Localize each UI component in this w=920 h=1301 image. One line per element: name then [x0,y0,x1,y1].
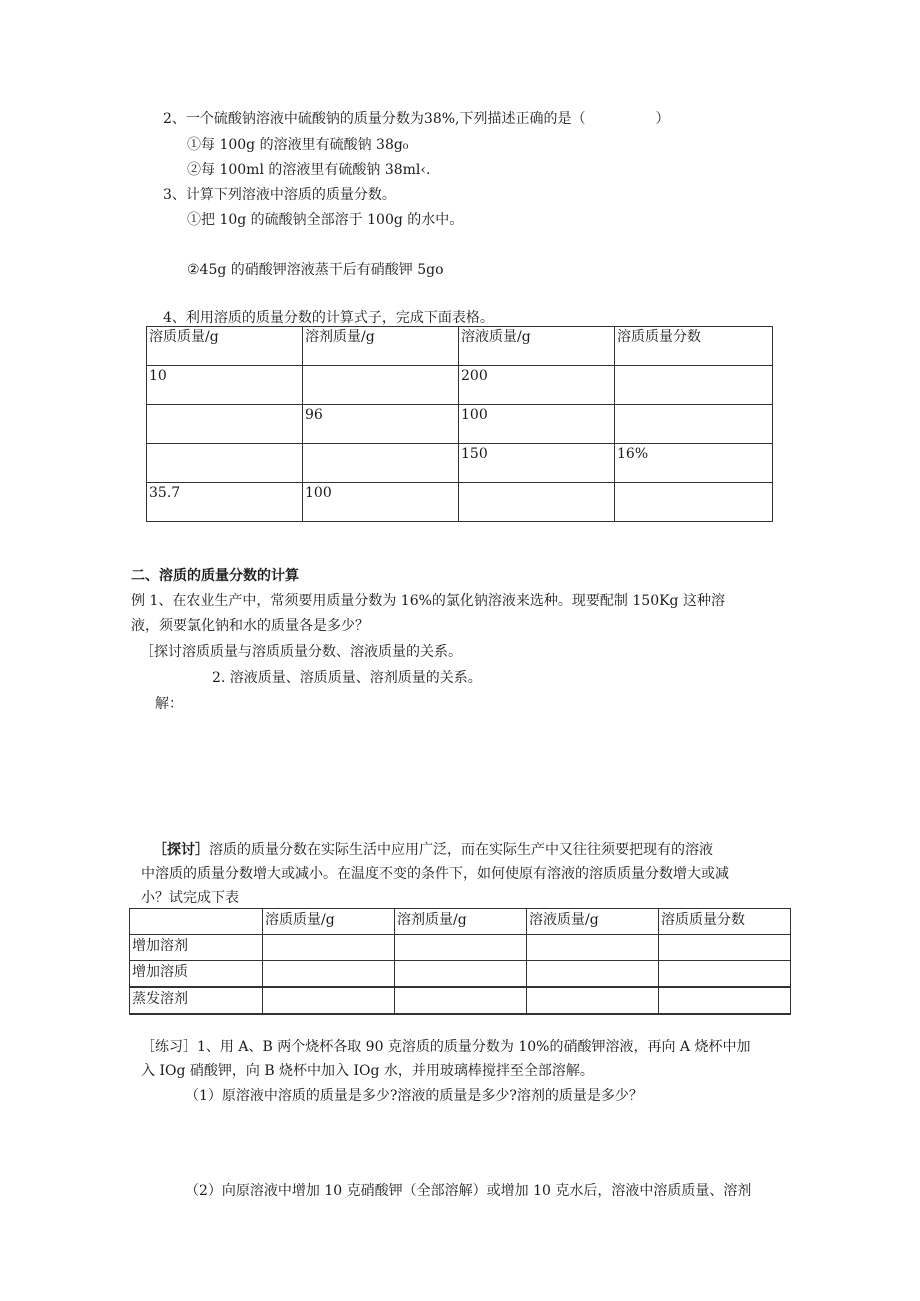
table-row [130,935,791,961]
explore-paragraph-line-2: 中溶质的质量分数增大或减小。在温度不变的条件下，如何使原有溶液的溶质质量分数增大或减 [141,866,729,882]
question-2: 2、一个硫酸钠溶液中硫酸钠的质量分数为38%,下列描述正确的是（ ） [163,111,670,127]
question-4: 4、利用溶质的质量分数的计算式子，完成下面表格。 [163,310,494,326]
table-header-cell: 溶质质量/g [263,909,395,935]
table-cell: 100 [459,405,615,444]
table-cell: 增加溶剂 [130,935,263,961]
discussion-2: 2. 溶液质量、溶质质量、溶剂质量的关系。 [212,670,482,686]
table-cell [527,987,659,1014]
solve-label: 解： [155,696,183,712]
table-header-cell: 溶质质量分数 [659,909,791,935]
table-cell [263,961,395,988]
explore-text: 溶质的质量分数在实际生活中应用广泛，而在实际生产中又往往须要把现有的溶液 [209,842,713,858]
explore-paragraph-line-3: 小？试完成下表 [141,890,239,906]
practice-sub-question-2: （2）向原溶液中增加 10 克硝酸钾（全部溶解）或增加 10 克水后，溶液中溶质质量、溶剂 [185,1183,752,1199]
explore-label: ［探讨］ [153,842,209,858]
question-2-option-2: ②每 100ml 的溶液里有硫酸钠 38ml‹. [187,162,431,178]
table-cell [395,935,527,961]
table-cell [659,935,791,961]
table-header-cell: 溶质质量分数 [615,327,773,366]
table-cell [263,935,395,961]
table-cell: 16% [615,444,773,483]
practice-line-2: 入 IOg 硝酸钾，向 B 烧杯中加入 IOg 水，并用玻璃棒搅拌至全部溶解。 [141,1063,594,1079]
table-row [147,483,773,522]
table-cell [147,405,303,444]
table-cell [147,444,303,483]
table-header-row [147,327,773,366]
table-cell [395,961,527,988]
table-header-cell: 溶液质量/g [459,327,615,366]
table-cell [615,483,773,522]
section-2-title: 二、溶质的质量分数的计算 [131,568,299,584]
practice-line-1: ［练习］1、用 A、B 两个烧杯各取 90 克溶质的质量分数为 10%的硝酸钾溶液，再向 A 烧杯中加 [141,1039,751,1055]
table-row [130,961,791,988]
table-row [130,987,791,1014]
question-2-option-1: ①每 100g 的溶液里有硫酸钠 38g₀ [187,137,409,153]
table-cell [615,366,773,405]
table-header-row [130,909,791,935]
table-header-cell: 溶剂质量/g [395,909,527,935]
practice-sub-question-1: （1）原溶液中溶质的质量是多少?溶液的质量是多少?溶剂的质量是多少？ [185,1088,643,1104]
table-cell [527,935,659,961]
table-cell [527,961,659,988]
table-cell [303,366,459,405]
adjustment-table [129,908,791,1015]
table-cell [659,961,791,988]
table-header-cell: 溶剂质量/g [303,327,459,366]
table-cell [303,444,459,483]
question-3: 3、计算下列溶液中溶质的质量分数。 [163,187,396,203]
example-1-line-2: 液，须要氯化钠和水的质量各是多少？ [131,618,369,634]
table-cell [459,483,615,522]
table-header-cell: 溶液质量/g [527,909,659,935]
table-cell [659,987,791,1014]
mass-fraction-table [146,326,773,522]
table-cell [263,987,395,1014]
table-header-cell [130,909,263,935]
table-cell: 35.7 [147,483,303,522]
table-cell [615,405,773,444]
table-cell: 10 [147,366,303,405]
table-row [147,405,773,444]
table-cell: 蒸发溶剂 [130,987,263,1014]
question-3-item-1: ①把 10g 的硫酸钠全部溶于 100g 的水中。 [187,212,464,228]
question-3-item-2: ②45g 的硝酸钾溶液蒸干后有硝酸钾 5go [187,262,444,278]
table-row [147,444,773,483]
table-cell: 96 [303,405,459,444]
discussion-1: ［探讨溶质质量与溶质质量分数、溶液质量的关系。 [140,644,462,660]
table-cell: 200 [459,366,615,405]
table-cell: 100 [303,483,459,522]
example-1-line-1: 例 1、在农业生产中，常须要用质量分数为 16%的氯化钠溶液来选种。现要配制 150Kg 这种溶 [131,593,725,609]
explore-paragraph-line-1 [153,841,713,859]
table-cell: 增加溶质 [130,961,263,988]
table-header-cell: 溶质质量/g [147,327,303,366]
table-row [147,366,773,405]
table-cell [395,987,527,1014]
table-cell: 150 [459,444,615,483]
